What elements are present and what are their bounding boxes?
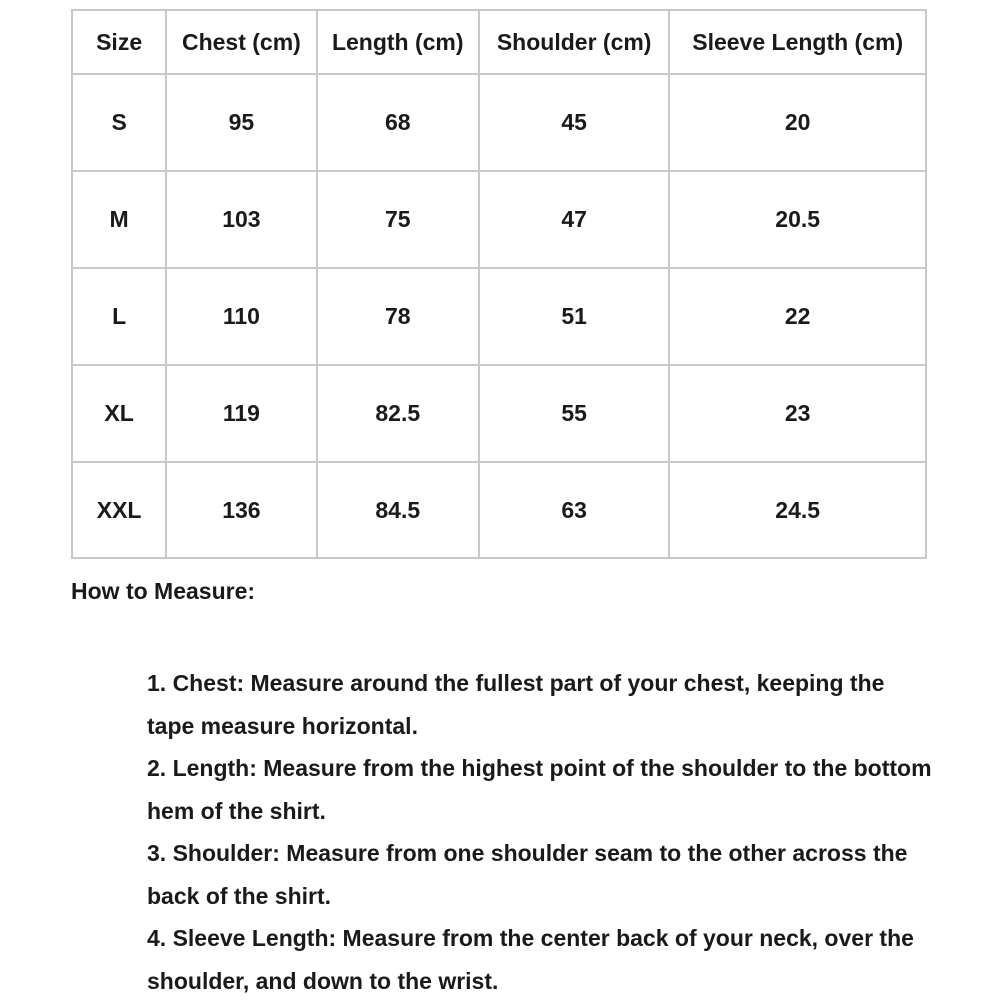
- size-chart-table: [71, 9, 927, 559]
- table-row: [72, 171, 926, 268]
- cell-sleeve-length: 22: [669, 268, 926, 365]
- cell-sleeve-length: 24.5: [669, 462, 926, 558]
- instruction-length: 2. Length: Measure from the highest point of the shoulder to the bottom hem of the shirt.: [147, 755, 932, 824]
- cell-shoulder: 55: [479, 365, 669, 462]
- measure-instructions-list: [147, 662, 937, 1002]
- cell-shoulder: 51: [479, 268, 669, 365]
- table-row: [72, 74, 926, 171]
- cell-chest: 103: [166, 171, 316, 268]
- cell-chest: 110: [166, 268, 316, 365]
- header-size: Size: [72, 10, 166, 74]
- table-header-row: [72, 10, 926, 74]
- cell-size: S: [72, 74, 166, 171]
- cell-length: 75: [317, 171, 479, 268]
- cell-length: 84.5: [317, 462, 479, 558]
- header-length: Length (cm): [317, 10, 479, 74]
- cell-shoulder: 47: [479, 171, 669, 268]
- how-to-measure-title: How to Measure:: [71, 578, 256, 604]
- cell-chest: 119: [166, 365, 316, 462]
- cell-sleeve-length: 20.5: [669, 171, 926, 268]
- header-chest: Chest (cm): [166, 10, 316, 74]
- cell-chest: 95: [166, 74, 316, 171]
- instruction-shoulder: 3. Shoulder: Measure from one shoulder seam to the other across the back of the shirt.: [147, 840, 908, 909]
- cell-length: 82.5: [317, 365, 479, 462]
- header-shoulder: Shoulder (cm): [479, 10, 669, 74]
- cell-length: 68: [317, 74, 479, 171]
- cell-sleeve-length: 20: [669, 74, 926, 171]
- cell-shoulder: 45: [479, 74, 669, 171]
- cell-length: 78: [317, 268, 479, 365]
- cell-sleeve-length: 23: [669, 365, 926, 462]
- cell-size: XXL: [72, 462, 166, 558]
- header-sleeve-length: Sleeve Length (cm): [669, 10, 926, 74]
- cell-chest: 136: [166, 462, 316, 558]
- cell-size: XL: [72, 365, 166, 462]
- instruction-chest: 1. Chest: Measure around the fullest part of your chest, keeping the tape measure horizontal.: [147, 670, 885, 739]
- table-row: [72, 268, 926, 365]
- instruction-sleeve-length: 4. Sleeve Length: Measure from the center back of your neck, over the shoulder, and down to the wrist.: [147, 925, 914, 994]
- table-row: [72, 462, 926, 558]
- table-row: [72, 365, 926, 462]
- cell-shoulder: 63: [479, 462, 669, 558]
- cell-size: L: [72, 268, 166, 365]
- cell-size: M: [72, 171, 166, 268]
